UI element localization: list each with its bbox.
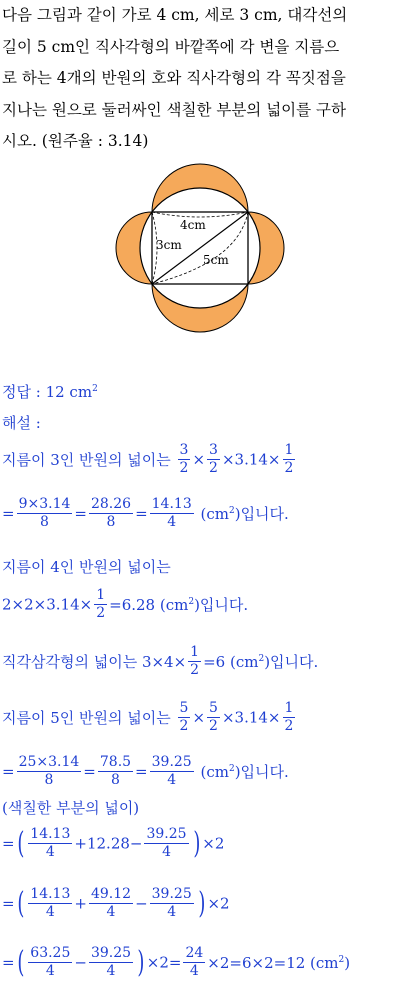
step-2-frac-1 [17, 496, 73, 531]
op: 2×2×3.14× [2, 595, 93, 614]
unit-end: )입니다. [234, 505, 289, 523]
step-10-frac-3 [150, 886, 194, 921]
paren-open: ( [16, 885, 24, 921]
op: = [2, 762, 15, 781]
den: 2 [209, 460, 218, 476]
op: ×2= [146, 953, 182, 972]
unit [203, 653, 318, 671]
step-1 [2, 442, 297, 477]
unit-end: )입니다. [234, 763, 289, 781]
question-line-4: 지나는 원으로 둘러싸인 색칠한 부분의 넓이를 구하 [2, 100, 346, 119]
num: 9×3.14 [18, 496, 71, 512]
unit-exp: 2 [338, 954, 345, 965]
step-9-frac-1 [28, 826, 72, 861]
op: × [192, 708, 206, 727]
num: 39.25 [151, 886, 192, 902]
answer-value: 12 cm [45, 383, 93, 401]
step-11-frac-1 [28, 945, 72, 980]
step-11-frac-2 [89, 945, 133, 980]
question-line-1: 다음 그림과 같이 가로 4 cm, 세로 3 cm, 대각선의 [2, 6, 348, 24]
num: 14.13 [30, 826, 71, 842]
den: 2 [179, 718, 189, 734]
num: 39.25 [151, 754, 192, 770]
op: ×3.14× [221, 708, 281, 727]
den: 2 [179, 460, 189, 476]
explain-label: 해설 : [2, 414, 41, 432]
op: − [135, 894, 148, 913]
label-width: 4cm [180, 218, 206, 232]
unit [196, 763, 289, 781]
op: ×3.14× [221, 450, 281, 469]
unit-text: =6 (cm [203, 653, 259, 671]
op: = [83, 762, 96, 781]
step-7-frac-2 [98, 754, 133, 789]
op: = [74, 504, 87, 523]
step-6-frac-3 [283, 700, 296, 735]
step-4 [2, 587, 248, 622]
unit-exp: 2 [228, 764, 235, 774]
paren-open: ( [16, 825, 24, 861]
answer-line [2, 381, 98, 402]
unit-text: (cm [195, 505, 229, 523]
unit-text: ×2=6×2=12 (cm [207, 953, 339, 972]
paren-close: ) [198, 885, 206, 921]
num: 78.5 [99, 754, 132, 770]
den: 4 [45, 963, 55, 979]
unit-exp: 2 [188, 597, 195, 607]
step-4-frac [94, 587, 107, 622]
answer-exp: 2 [92, 384, 98, 394]
step-2-frac-3 [150, 496, 194, 531]
op: = [2, 894, 15, 913]
den: 8 [40, 514, 49, 530]
op: = [2, 834, 15, 853]
step-2-frac-2 [89, 496, 133, 531]
step-9-frac-2 [144, 826, 188, 861]
den: 4 [167, 772, 177, 788]
num: 49.12 [90, 886, 132, 902]
den: 4 [167, 904, 177, 920]
unit-exp: 2 [258, 654, 265, 664]
step-1-frac-1 [178, 442, 191, 477]
num: 1 [96, 587, 106, 603]
den: 4 [189, 963, 199, 979]
unit-exp: 2 [228, 506, 235, 516]
unit-end: )입니다. [194, 596, 249, 614]
step-6-frac-1 [178, 700, 191, 735]
op: + [74, 894, 87, 913]
num: 63.25 [30, 945, 71, 961]
step-10 [2, 886, 230, 921]
step-6-frac-2 [207, 700, 220, 735]
op: = [135, 762, 148, 781]
den: 8 [106, 514, 116, 530]
step-7 [2, 754, 289, 789]
label-diagonal: 5cm [203, 253, 229, 267]
num: 39.25 [146, 826, 187, 842]
paren-close: ) [137, 944, 145, 980]
num: 1 [284, 442, 294, 458]
figure [110, 160, 290, 370]
num: 25×3.14 [18, 754, 80, 770]
question-line-5: 시오. (원주율 : 3.14) [2, 132, 149, 150]
num: 3 [179, 442, 189, 458]
step-5 [2, 644, 318, 679]
unit [109, 596, 248, 614]
op: = [135, 504, 148, 523]
num: 24 [185, 945, 204, 961]
den: 2 [209, 718, 218, 734]
den: 4 [45, 844, 55, 860]
step-1-frac-2 [207, 442, 220, 477]
question-line-2: 길이 5 cm인 직사각형의 바깥쪽에 각 변을 지름으 [2, 37, 340, 56]
den: 8 [111, 772, 120, 788]
step-7-frac-3 [150, 754, 194, 789]
step-7-frac-1 [17, 754, 82, 789]
unit-text: (cm [195, 763, 229, 781]
question-line-3: 로 하는 4개의 반원의 호와 직사각형의 각 꼭짓점을 [2, 69, 346, 87]
step-8: (색칠한 부분의 넓이) [2, 799, 140, 817]
op: × [192, 450, 206, 469]
step-9 [2, 826, 224, 861]
den: 4 [167, 514, 177, 530]
step-1-frac-3 [283, 442, 296, 477]
step-1-text: 지름이 3인 반원의 넓이는 [2, 451, 176, 469]
step-11-frac-3 [183, 945, 205, 980]
num: 1 [190, 644, 200, 660]
op: +12.28− [74, 834, 143, 853]
step-10-frac-1 [28, 886, 72, 921]
den: 4 [106, 904, 116, 920]
step-2 [2, 496, 289, 531]
den: 2 [190, 662, 200, 678]
num: 39.25 [90, 945, 132, 961]
paren-open: ( [16, 944, 24, 980]
num: 5 [209, 700, 218, 716]
den: 4 [162, 844, 171, 860]
den: 2 [284, 718, 294, 734]
step-6 [2, 700, 297, 735]
op: ×2 [207, 894, 230, 913]
num: 5 [179, 700, 189, 716]
op: = [2, 953, 15, 972]
step-6-text: 지름이 5인 반원의 넓이는 [2, 709, 176, 727]
num: 3 [209, 442, 218, 458]
num: 14.13 [30, 886, 71, 902]
step-3: 지름이 4인 반원의 넓이는 [2, 558, 171, 576]
answer-label: 정답 : [2, 383, 46, 401]
step-11 [2, 945, 350, 980]
num: 14.13 [151, 496, 192, 512]
num: 1 [284, 700, 294, 716]
den: 2 [96, 605, 106, 621]
den: 4 [106, 963, 116, 979]
op: = [2, 504, 15, 523]
unit-end: ) [344, 953, 351, 972]
unit [207, 954, 350, 972]
unit-text: =6.28 (cm [109, 596, 189, 614]
den: 4 [45, 904, 55, 920]
step-10-frac-2 [89, 886, 133, 921]
unit [196, 505, 289, 523]
question-text [2, 0, 398, 158]
unit-end: )입니다. [264, 653, 319, 671]
step-5-frac [188, 644, 201, 679]
op: ×2 [202, 834, 225, 853]
num: 28.26 [90, 496, 132, 512]
label-height: 3cm [156, 238, 182, 252]
den: 8 [44, 772, 54, 788]
step-5-text: 직각삼각형의 넓이는 3×4× [2, 653, 187, 671]
op: − [74, 953, 87, 972]
den: 2 [284, 460, 294, 476]
paren-close: ) [192, 825, 200, 861]
